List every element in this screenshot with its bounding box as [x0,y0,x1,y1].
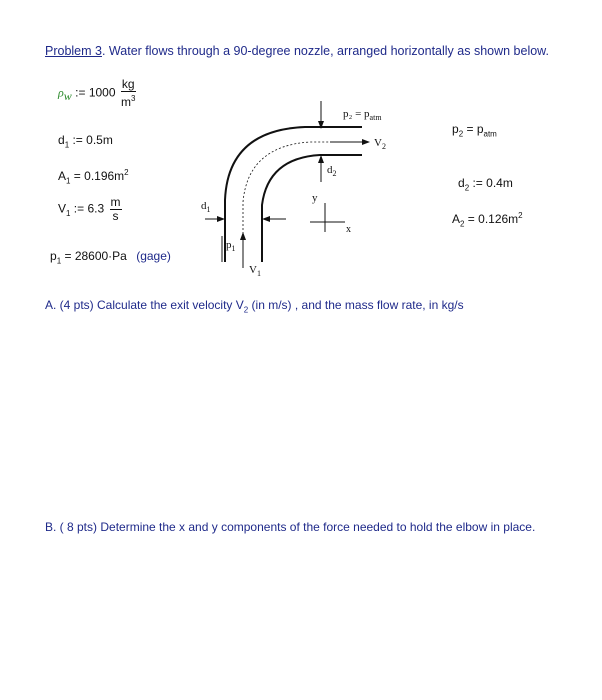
p1-equation: $p_1 = 28600\cdot Pa$ (gage) [50,249,171,266]
rho-unit: $\frac{kg}{m^3}$ [120,77,136,109]
outer-wall [225,127,362,262]
rho-subscript: w [63,89,72,104]
d2-arrowhead [318,155,324,163]
fig-d1-label: $d_1$ [201,200,211,215]
v1-arrowhead [240,232,246,240]
p2-equation: $p_2 = p_{atm}$ [452,122,497,139]
problem-statement: . Water flows through a 90-degree nozzle, arranged horizontally as shown below. [101,44,549,58]
inner-wall [262,155,362,262]
problem-number: Problem 3 [45,44,102,58]
d1-arrowhead-left [217,216,225,222]
fig-x-label: x [346,224,351,235]
v1-equation: $V_1$ := 6.3 $\frac{m}{s}$ [58,195,121,223]
d2-equation: $d_2$ := 0.4m [458,176,513,193]
gage-note: (gage) [136,249,171,263]
question-b: B. ( 8 pts) Determine the x and y components of the force needed to hold the elbow in place. [45,520,536,534]
a1-equation: $A_1 = 0.196m^2$ [58,168,129,186]
nozzle-diagram [0,0,602,300]
fig-p2-label: $p_2 = p_{atm}$ [343,108,382,123]
v1-unit: $\frac{m}{s}$ [110,195,121,223]
fig-d2-label: $d_2$ [327,164,337,179]
rho-value: 1000 [88,85,116,100]
centerline [243,142,362,262]
d1-arrowhead-right [262,216,270,222]
fig-v2-label: $V_2$ [374,137,386,152]
v2-arrowhead [362,139,370,145]
a2-equation: $A_2 = 0.126m^2$ [452,211,523,229]
question-a: A. (4 pts) Calculate the exit velocity $V_2$ (in m/s) , and the mass flow rate, in kg/s [45,298,464,315]
fig-p1-label: $p_1$ [226,239,236,254]
d1-equation: $d_1$ := 0.5m [58,133,113,150]
rho-symbol: ρ [58,85,64,100]
density-equation: $\rho_w$ := 1000 $\frac{kg}{m^3}$ [58,77,136,109]
fig-y-label: y [312,192,318,204]
fig-v1-label: $V_1$ [249,264,261,279]
